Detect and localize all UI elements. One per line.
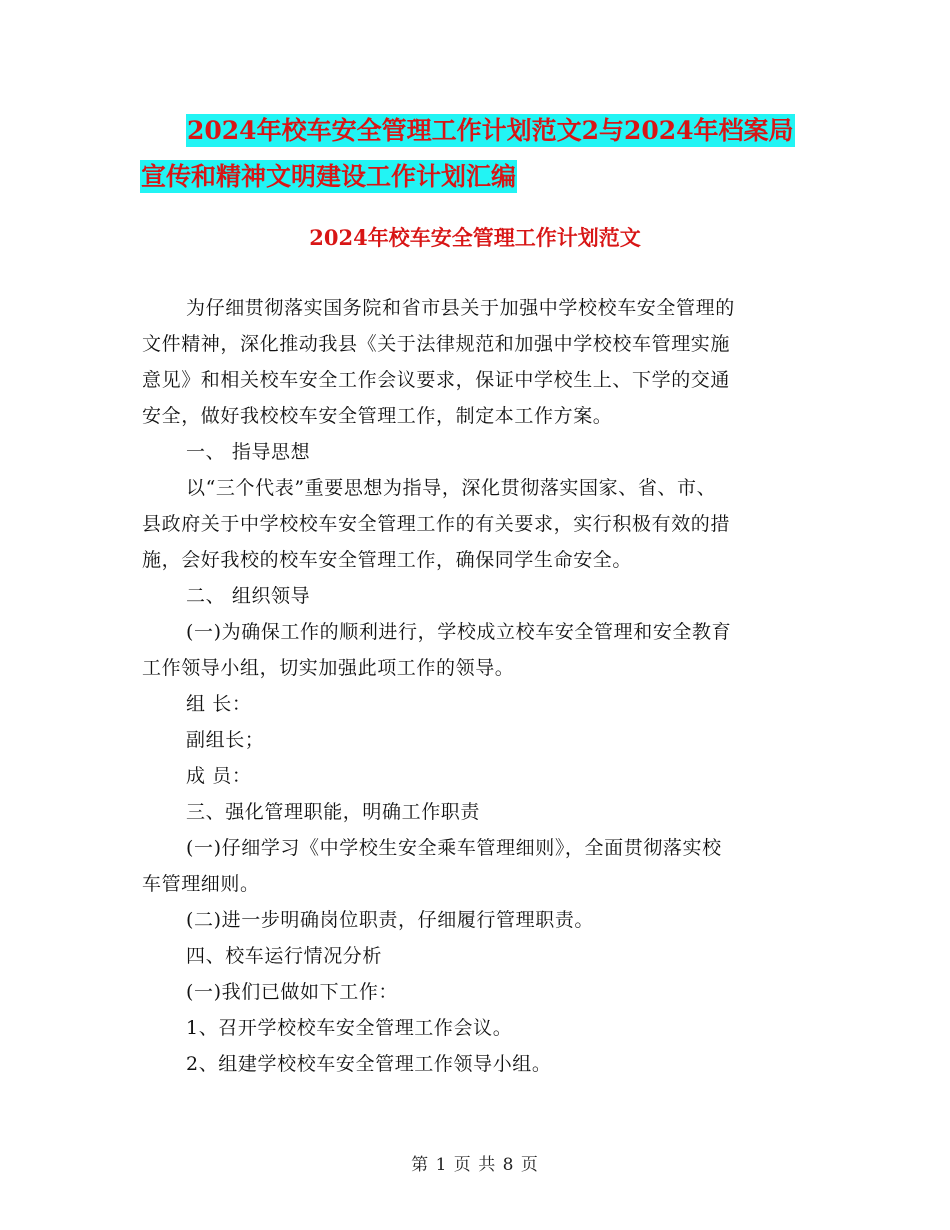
paragraph-line: 三、强化管理职能，明确工作职责 bbox=[186, 801, 481, 823]
paragraph-line: 县政府关于中学校校车安全管理工作的有关要求，实行积极有效的措 bbox=[142, 513, 731, 535]
paragraph-line: 四、校车运行情况分析 bbox=[186, 945, 383, 967]
paragraph-line: 安全，做好我校校车安全管理工作，制定本工作方案。 bbox=[142, 405, 613, 427]
paragraph-line: 二、 组织领导 bbox=[186, 585, 311, 607]
paragraph-line: 组 长： bbox=[186, 693, 252, 715]
page-footer: 第 1 页 共 8 页 bbox=[411, 1155, 539, 1175]
paragraph-line: 车管理细则。 bbox=[142, 873, 260, 895]
paragraph-line: (一)仔细学习《中学校生安全乘车管理细则》，全面贯彻落实校 bbox=[186, 837, 722, 859]
paragraph-line: (一)为确保工作的顺利进行，学校成立校车安全管理和安全教育 bbox=[186, 621, 732, 643]
document-title-line-1: 2024年校车安全管理工作计划范文2与2024年档案局 bbox=[187, 116, 794, 145]
paragraph-line: 为仔细贯彻落实国务院和省市县关于加强中学校校车安全管理的 bbox=[186, 297, 735, 319]
document-title bbox=[140, 108, 820, 200]
paragraph-line: 意见》和相关校车安全工作会议要求，保证中学校生上、下学的交通 bbox=[142, 369, 731, 391]
paragraph-line: 文件精神，深化推动我县《关于法律规范和加强中学校校车管理实施 bbox=[142, 333, 731, 355]
paragraph-line: (一)我们已做如下工作： bbox=[186, 981, 399, 1003]
paragraph-line: 以“三个代表”重要思想为指导，深化贯彻落实国家、省、市、 bbox=[186, 477, 717, 499]
document-body bbox=[142, 290, 802, 1082]
paragraph-line: (二)进一步明确岗位职责，仔细履行管理职责。 bbox=[186, 909, 595, 931]
paragraph-line: 副组长； bbox=[186, 729, 265, 751]
paragraph-line: 施，会好我校的校车安全管理工作，确保同学生命安全。 bbox=[142, 549, 633, 571]
paragraph-line: 一、 指导思想 bbox=[186, 441, 311, 463]
paragraph-line: 2、组建学校校车安全管理工作领导小组。 bbox=[186, 1053, 552, 1075]
paragraph-line: 成 员： bbox=[186, 765, 252, 787]
paragraph-line: 工作领导小组，切实加强此项工作的领导。 bbox=[142, 657, 515, 679]
paragraph-line: 1、召开学校校车安全管理工作会议。 bbox=[186, 1017, 513, 1039]
section-heading: 2024年校车安全管理工作计划范文 bbox=[309, 225, 641, 250]
document-title-line-2: 宣传和精神文明建设工作计划汇编 bbox=[141, 162, 517, 191]
